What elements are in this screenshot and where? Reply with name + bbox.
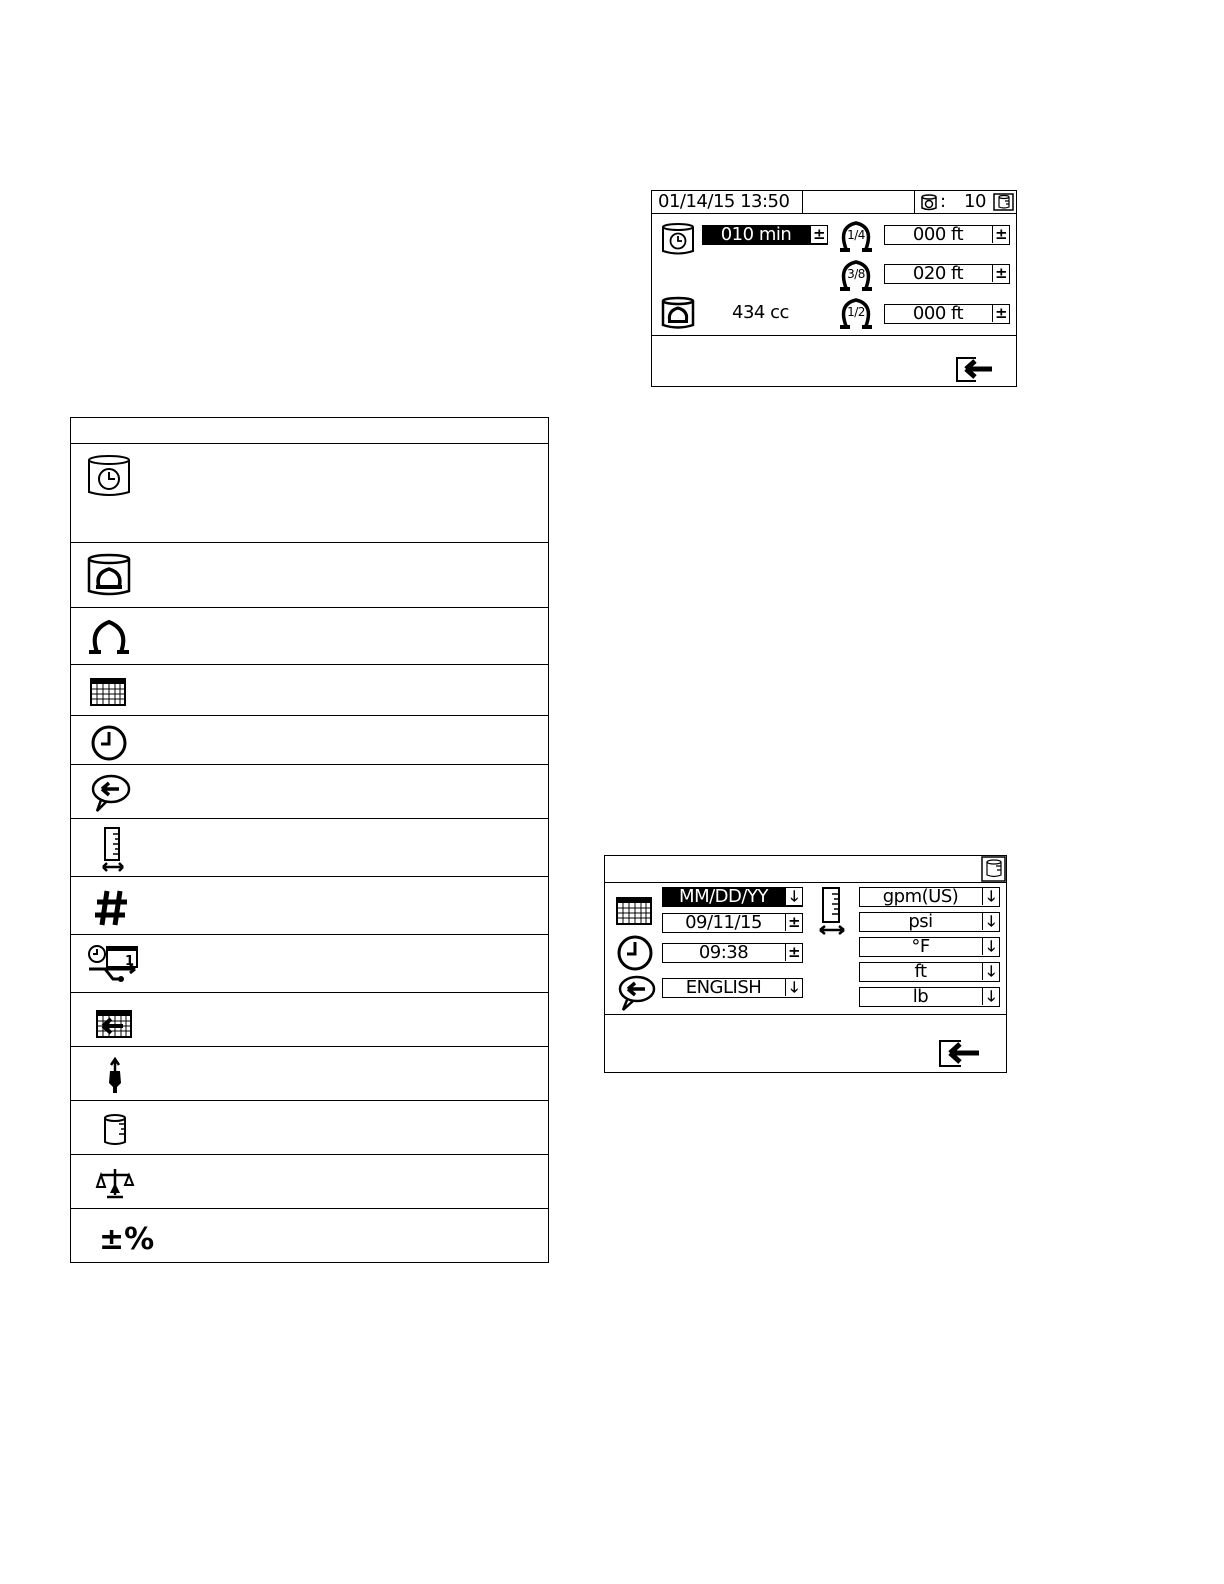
timer-value: 010 min — [720, 224, 792, 245]
clock-icon — [615, 934, 655, 972]
timer-adjust-button[interactable]: ± — [810, 226, 827, 243]
time-value: 09:38 — [698, 942, 749, 963]
table-row — [71, 444, 548, 543]
flow-unit-value: gpm(US) — [882, 886, 959, 907]
language-icon — [620, 977, 654, 1010]
container-icon — [85, 1109, 133, 1149]
table-row — [71, 1155, 548, 1209]
counter-value: 10 — [964, 191, 986, 212]
timer-barrel-icon — [660, 221, 696, 257]
ruler-units-icon — [817, 886, 847, 938]
exit-icon[interactable] — [956, 357, 994, 383]
table-row — [71, 1047, 548, 1101]
chevron-down-icon[interactable]: 🡓 — [982, 913, 999, 930]
header-separator — [802, 191, 803, 213]
table-row — [71, 716, 548, 765]
usb-log-icon — [85, 943, 145, 987]
header-divider — [652, 213, 1016, 214]
table-row — [71, 1209, 548, 1262]
chevron-down-icon[interactable]: 🡓 — [982, 938, 999, 955]
setup-screen-icon[interactable] — [981, 856, 1006, 882]
ruler-units-icon — [85, 827, 133, 873]
system-settings-screen — [604, 855, 1007, 1073]
temperature-unit-select[interactable] — [859, 937, 1000, 957]
pump-icon — [85, 616, 133, 660]
weight-unit-select[interactable] — [859, 987, 1000, 1007]
hose-length-field[interactable] — [884, 225, 1010, 245]
footer-divider — [605, 1014, 1006, 1015]
table-row — [71, 993, 548, 1047]
table-header — [71, 418, 548, 444]
hash-icon — [85, 885, 133, 931]
hose-length-field[interactable] — [884, 264, 1010, 284]
chevron-down-icon[interactable]: 🡓 — [982, 888, 999, 905]
pressure-unit-select[interactable] — [859, 912, 1000, 932]
length-unit-value: ft — [914, 961, 927, 982]
clock-icon — [85, 724, 129, 762]
language-select[interactable] — [662, 978, 803, 998]
table-row — [71, 1101, 548, 1155]
hose-size-label: 1/2 — [847, 305, 865, 319]
date-format-value: MM/DD/YY — [679, 886, 768, 907]
hose-length-adjust-button[interactable]: ± — [992, 305, 1009, 322]
hose-size-label: 1/4 — [847, 228, 865, 242]
table-row — [71, 877, 548, 935]
date-value: 09/11/15 — [685, 912, 762, 933]
icon-table — [70, 417, 549, 1263]
plus-minus-percent-icon — [85, 1217, 155, 1257]
hose-length-value: 020 ft — [912, 263, 964, 284]
pressure-unit-value: psi — [908, 911, 933, 932]
language-value: ENGLISH — [685, 977, 762, 998]
timer-field[interactable] — [702, 225, 828, 245]
length-unit-select[interactable] — [859, 962, 1000, 982]
pump-cycle-icon — [920, 194, 938, 211]
temperature-unit-value: °F — [911, 936, 930, 957]
dispense-valve-icon — [85, 1055, 133, 1095]
flow-unit-select[interactable] — [859, 887, 1000, 907]
table-row — [71, 665, 548, 716]
hose-length-adjust-button[interactable]: ± — [992, 226, 1009, 243]
setup-screen-icon[interactable] — [993, 193, 1014, 211]
scale-icon — [85, 1163, 133, 1203]
hose-length-value: 000 ft — [912, 303, 964, 324]
language-icon — [85, 773, 133, 815]
weight-unit-value: lb — [912, 986, 929, 1007]
svg-text:±%: ±% — [99, 1222, 155, 1257]
header-divider — [605, 882, 1006, 883]
table-row — [71, 819, 548, 877]
calendar-icon — [615, 894, 653, 928]
pump-barrel-icon — [85, 551, 133, 599]
hose-settings-screen — [651, 190, 1017, 387]
footer-divider — [652, 335, 1016, 336]
date-format-select[interactable] — [662, 887, 803, 907]
calendar-arrow-icon — [85, 1001, 133, 1041]
volume-value: 434 cc — [732, 302, 789, 323]
table-row — [71, 765, 548, 819]
table-row — [71, 543, 548, 608]
table-row — [71, 608, 548, 665]
exit-icon[interactable] — [939, 1040, 981, 1068]
hose-length-value: 000 ft — [912, 224, 964, 245]
calendar-icon — [85, 673, 129, 709]
hose-length-field[interactable] — [884, 304, 1010, 324]
header-separator — [914, 191, 915, 213]
timer-barrel-icon — [85, 452, 133, 500]
time-field[interactable] — [662, 943, 803, 963]
time-adjust-button[interactable]: ± — [785, 944, 802, 961]
chevron-down-icon[interactable]: 🡓 — [982, 988, 999, 1005]
hose-length-adjust-button[interactable]: ± — [992, 265, 1009, 282]
chevron-down-icon[interactable]: 🡓 — [982, 963, 999, 980]
datetime-display: 01/14/15 13:50 — [658, 191, 790, 212]
hose-size-label: 3/8 — [847, 267, 865, 281]
counter-colon: : — [940, 191, 946, 212]
pump-barrel-icon — [660, 295, 696, 331]
chevron-down-icon[interactable]: 🡓 — [785, 888, 802, 905]
svg-text:1: 1 — [125, 954, 135, 969]
date-adjust-button[interactable]: ± — [785, 914, 802, 931]
date-field[interactable] — [662, 913, 803, 933]
chevron-down-icon[interactable]: 🡓 — [785, 979, 802, 996]
table-row — [71, 935, 548, 993]
